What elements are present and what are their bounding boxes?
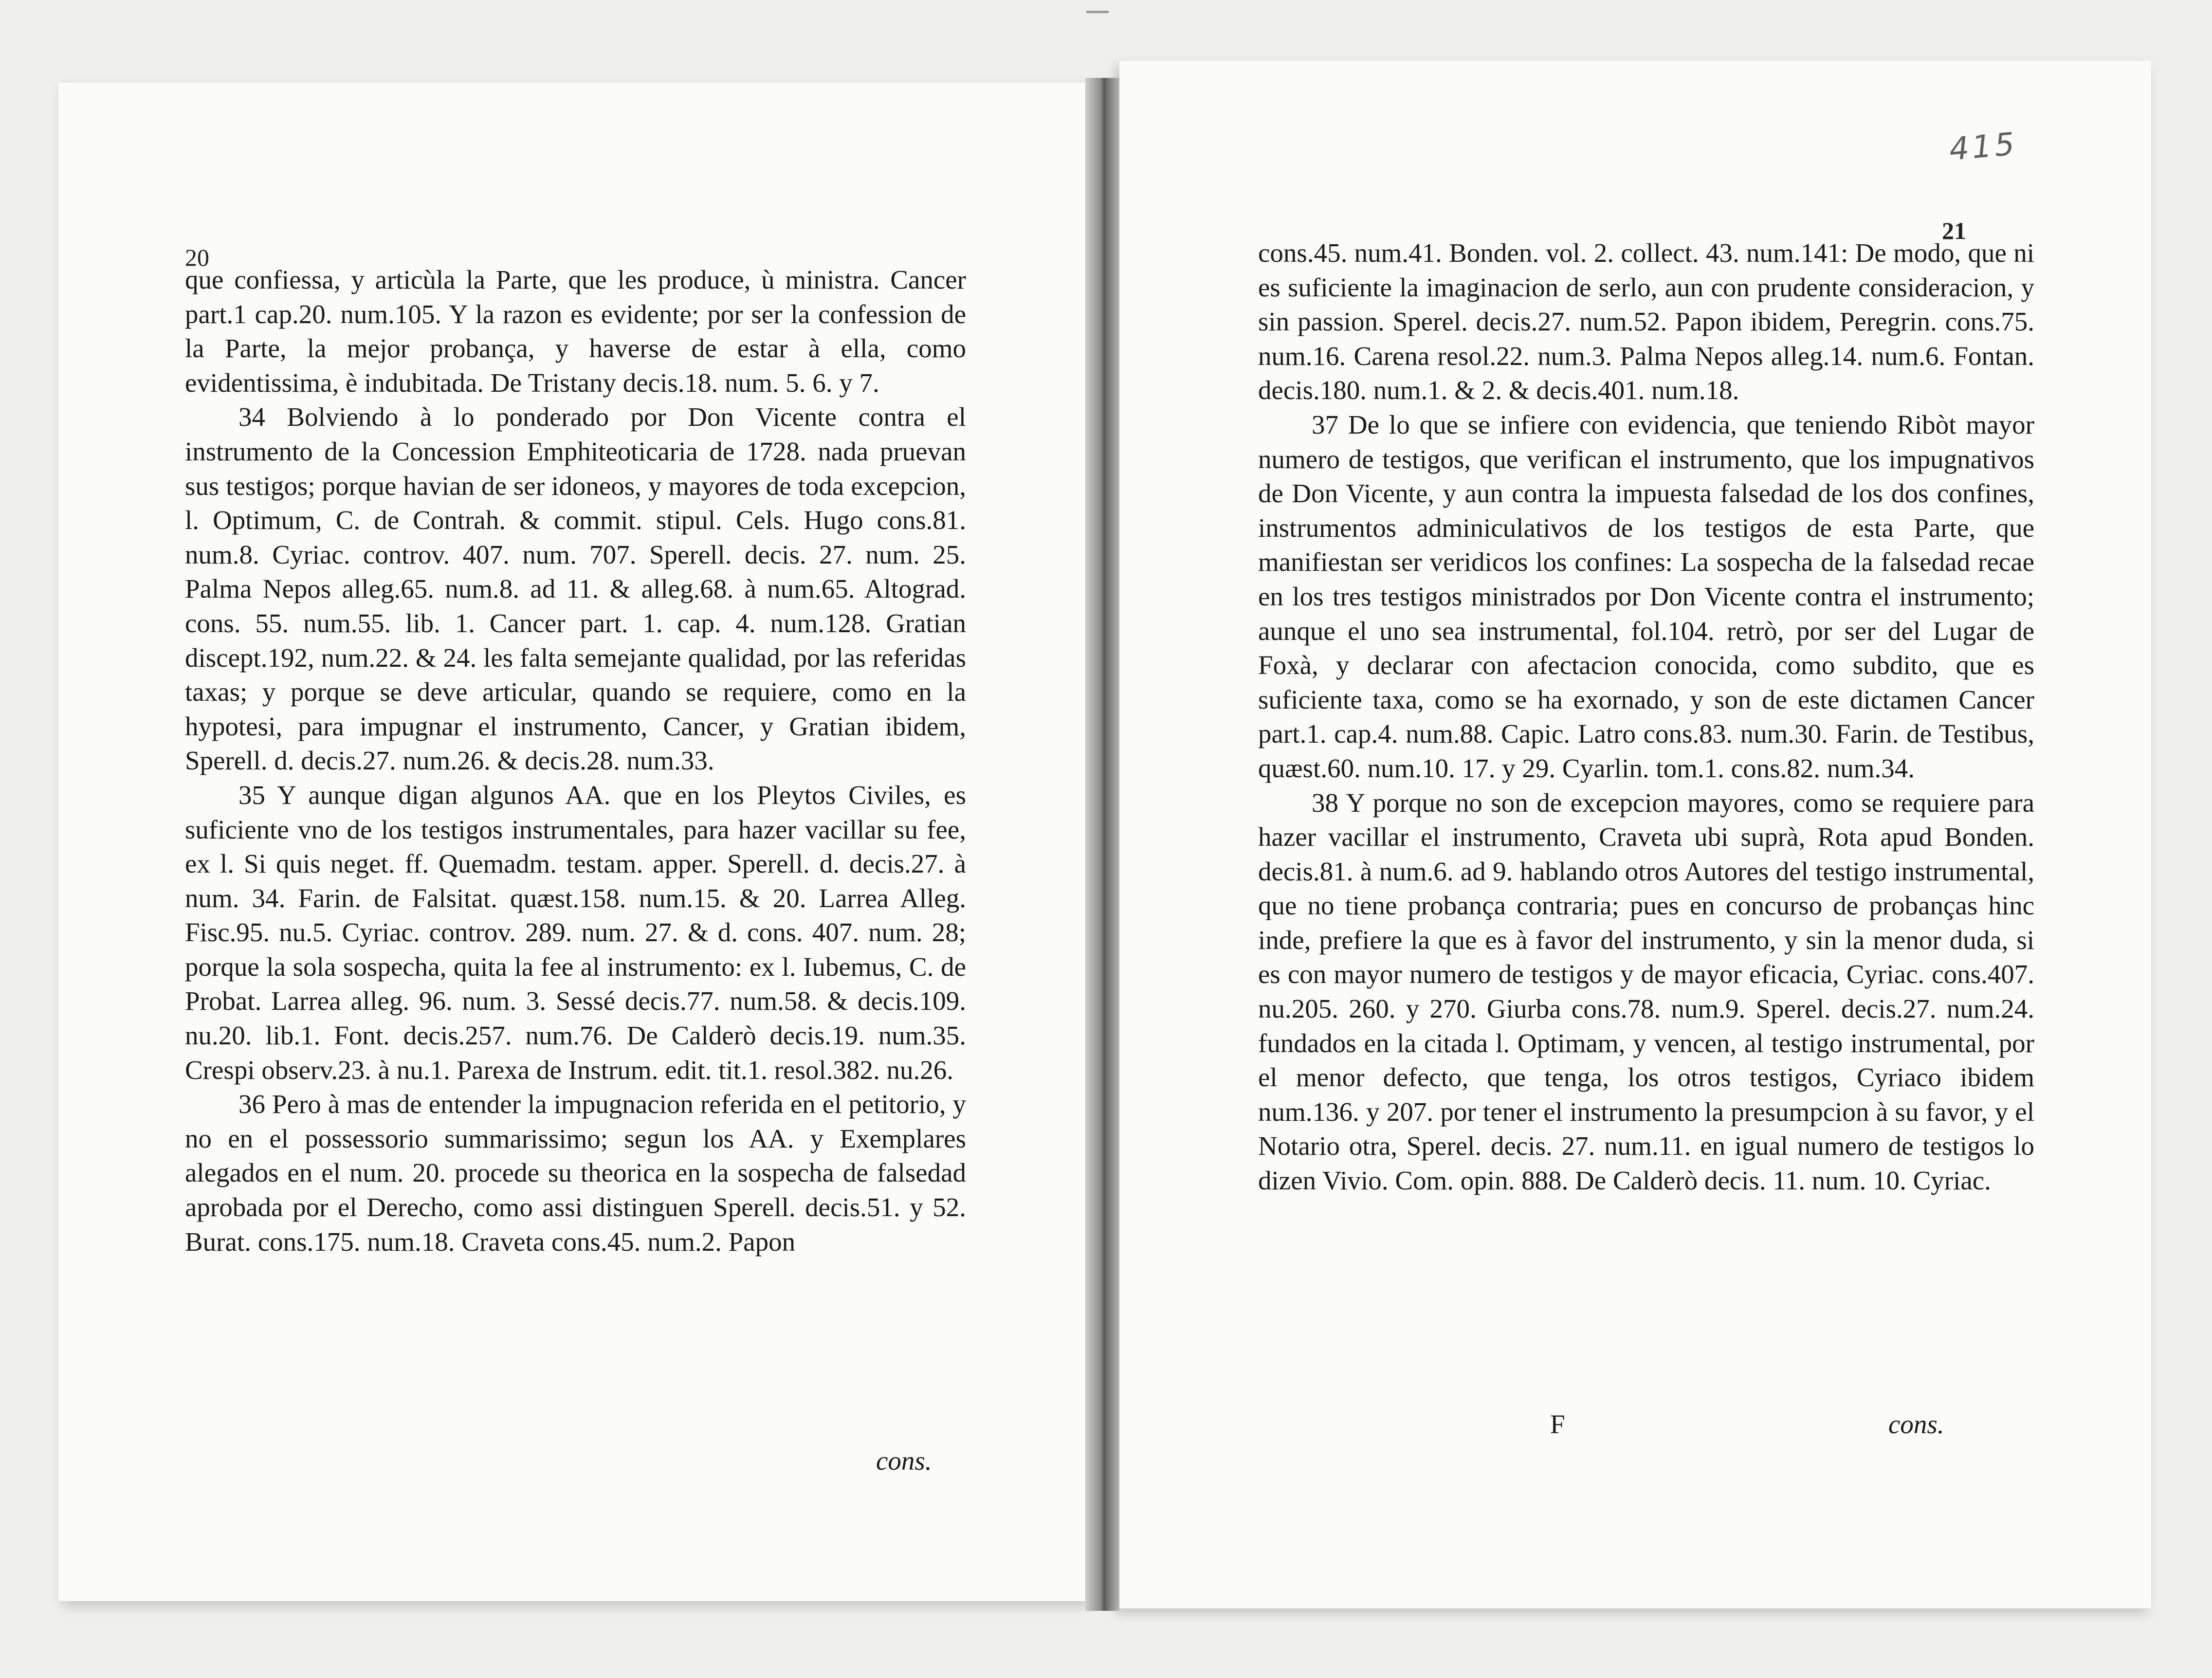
top-edge-mark — [1086, 11, 1109, 13]
right-catchword: cons. — [1888, 1409, 1944, 1439]
book-gutter — [1085, 78, 1119, 1611]
left-page-number: 20 — [185, 244, 209, 271]
right-page-text — [1258, 236, 2034, 1198]
paragraph-38: 38 Y porque no son de excepcion mayores, como se requiere para hazer vacillar el instrumento, Craveta ubi suprà, Rota apud Bonden. decis.81. à num.6. ad 9. hablando otros Autores del testigo instrumental, que no tiene probança contraria; pues en concurso de probanças hinc inde, prefiere la que es à favor del instrumento, y sin la menor duda, si es con mayor numero de testigos y de mayor eficacia, Cyriac. cons.407. nu.205. 260. y 270. Giurba cons.78. num.9. Sperel. decis.27. num.24. fundados en la citada l. Optimam, y vencen, al testigo instrumental, por el menor defecto, que tenga, los otros testigos, Cyriaco ibidem num.136. y 207. por tener el instrumento la presumpcion à su favor, y el Notario otra, Sperel. decis. 27. num.11. en igual numero de testigos lo dizen Vivio. Com. opin. 888. De Calderò decis. 11. num. 10. Cyriac. — [1258, 787, 2034, 1196]
handwritten-folio-number: 415 — [1948, 126, 2019, 168]
paragraph-37: 37 De lo que se infiere con evidencia, que teniendo Ribòt mayor numero de testigos, que verifican el instrumento, que los impugnativos de Don Vicente, y aun contra la impuesta falsedad de los dos confines, instrumentos adminiculativos de los testigos de esta Parte, que manifiestan ser veridicos los confines: La sospecha de la falsedad recae en los tres testigos ministrados por Don Vicente contra el instrumento; aunque el uno sea instrumental, fol.104. retrò, por ser del Lugar de Foxà, y declarar con afectacion conocida, como subdito, que es suficiente taxa, como se ha exornado, y son de este dictamen Cancer part.1. cap.4. num.88. Capic. Latro cons.83. num.30. Farin. de Testibus, quæst.60. num.10. 17. y 29. Cyarlin. tom.1. cons.82. num.34. — [1258, 409, 2034, 783]
paragraph-continued: que confiessa, y articùla la Parte, que les produce, ù ministra. Cancer part.1 cap.20. num.105. Y la razon es evidente; por ser la confession de la Parte, la mejor probança, y haverse de estar à ella, como evidentissima, è indubitada. De Tristany decis.18. num. 5. 6. y 7. — [185, 265, 966, 398]
paragraph-34: 34 Bolviendo à lo ponderado por Don Vicente contra el instrumento de la Concession Emphiteoticaria de 1728. nada pruevan sus testigos; porque havian de ser idoneos, y mayores de toda excepcion, l. Optimum, C. de Contrah. & commit. stipul. Cels. Hugo cons.81. num.8. Cyriac. controv. 407. num. 707. Sperell. decis. 27. num. 25. Palma Nepos alleg.65. num.8. ad 11. & alleg.68. à num.65. Altograd. cons. 55. num.55. lib. 1. Cancer part. 1. cap. 4. num.128. Gratian discept.192, num.22. & 24. les falta semejante qualidad, por las referidas taxas; y porque se deve articular, quando se requiere, como en la hypotesi, para impugnar el instrumento, Cancer, y Gratian ibidem, Sperell. d. decis.27. num.26. & decis.28. num.33. — [185, 402, 966, 776]
left-page-text — [185, 263, 966, 1259]
paragraph-36: 36 Pero à mas de entender la impugnacion referida en el petitorio, y no en el possessorio summarissimo; segun los AA. y Exemplares alegados en el num. 20. procede su theorica en la sospecha de falsedad aprobada por el Derecho, como assi distinguen Sperell. decis.51. y 52. Burat. cons.175. num.18. Craveta cons.45. num.2. Papon — [185, 1089, 966, 1257]
left-catchword: cons. — [876, 1446, 932, 1476]
paragraph-35: 35 Y aunque digan algunos AA. que en los Pleytos Civiles, es suficiente vno de los testigos instrumentales, para hazer vacillar su fee, ex l. Si quis neget. ff. Quemadm. testam. apper. Sperell. d. decis.27. à num. 34. Farin. de Falsitat. quæst.158. num.15. & 20. Larrea Alleg. Fisc.95. nu.5. Cyriac. controv. 289. num. 27. & d. cons. 407. num. 28; porque la sola sospecha, quita la fee al instrumento: ex l. Iubemus, C. de Probat. Larrea alleg. 96. num. 3. Sessé decis.77. num.58. & decis.109. nu.20. lib.1. Font. decis.257. num.76. De Calderò decis.19. num.35. Crespi observ.23. à nu.1. Parexa de Instrum. edit. tit.1. resol.382. nu.26. — [185, 780, 966, 1085]
right-page-number: 21 — [1942, 217, 1966, 244]
signature-mark: F — [1550, 1409, 1565, 1439]
paragraph-continued: cons.45. num.41. Bonden. vol. 2. collect. 43. num.141: De modo, que ni es suficiente la imaginacion de serlo, aun con prudente consideracion, y sin passion. Sperel. decis.27. num.52. Papon ibidem, Peregrin. cons.75. num.16. Carena resol.22. num.3. Palma Nepos alleg.14. num.6. Fontan. decis.180. num.1. & 2. & decis.401. num.18. — [1258, 238, 2034, 405]
